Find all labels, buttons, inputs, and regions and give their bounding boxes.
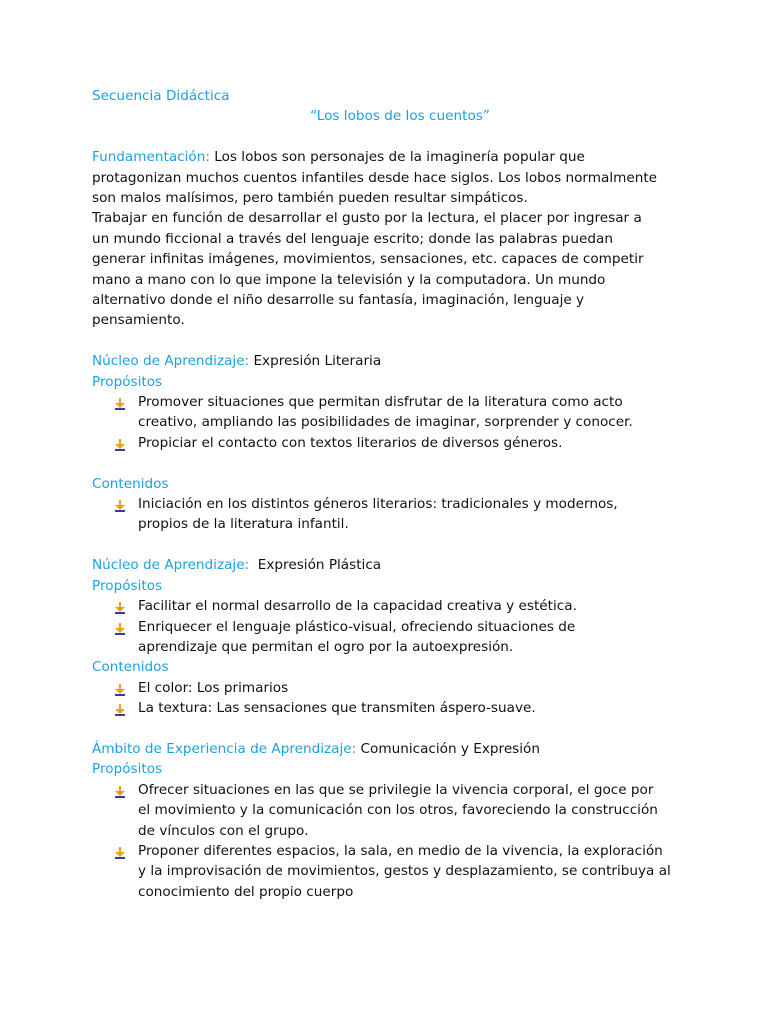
- document-title: Secuencia Didáctica: [92, 88, 230, 104]
- fundamentacion-line: pensamiento.: [92, 312, 185, 329]
- contenidos-label: Contenidos: [92, 659, 169, 676]
- arrow-down-bullet-icon: [114, 600, 126, 612]
- list-item-line: conocimiento del propio cuerpo: [138, 883, 354, 900]
- list-item: [138, 433, 708, 453]
- propositos-list: [92, 596, 708, 657]
- list-item: [138, 841, 708, 902]
- list-item-line: de vínculos con el grupo.: [138, 822, 309, 839]
- fundamentacion-line: [92, 147, 708, 167]
- list-item: [138, 392, 708, 433]
- list-item-line: Promover situaciones que permitan disfrutar de la literatura como acto: [138, 394, 623, 411]
- list-item-line: propios de la literatura infantil.: [138, 516, 349, 533]
- arrow-down-bullet-icon: [114, 396, 126, 408]
- list-item-line: Facilitar el normal desarrollo de la capacidad creativa y estética.: [138, 598, 577, 615]
- fundamentacion-line: generar infinitas imágenes, movimientos, sensaciones, etc. capaces de competir: [92, 251, 644, 268]
- fundamentacion-line: alternativo donde el niño desarrolle su fantasía, imaginación, lenguaje y: [92, 292, 585, 309]
- ambito-heading: [92, 739, 708, 759]
- arrow-down-bullet-icon: [114, 621, 126, 633]
- list-item-line: La textura: Las sensaciones que transmiten áspero-suave.: [138, 700, 536, 717]
- list-item-line: y la improvisación de movimientos, gestos y desplazamiento, se contribuya al: [138, 863, 671, 880]
- arrow-down-bullet-icon: [114, 682, 126, 694]
- fundamentacion-line: son malos malísimos, pero también pueden resultar simpáticos.: [92, 190, 528, 207]
- nucleo-literaria-section: [92, 351, 708, 535]
- list-item: [138, 780, 708, 841]
- list-item-line: El color: Los primarios: [138, 679, 289, 696]
- fundamentacion-section: [92, 147, 708, 331]
- fundamentacion-line: Trabajar en función de desarrollar el gusto por la lectura, el placer por ingresar a: [92, 210, 642, 227]
- list-item-line: creativo, ampliando las posibilidades de imaginar, sorprender y conocer.: [138, 414, 633, 431]
- list-item: [138, 494, 708, 535]
- list-item: [138, 596, 708, 616]
- fundamentacion-label: Fundamentación:: [92, 149, 210, 166]
- propositos-label: Propósitos: [92, 577, 163, 594]
- propositos-label: Propósitos: [92, 373, 163, 390]
- nucleo-label: Núcleo de Aprendizaje:: [92, 353, 250, 370]
- propositos-label: Propósitos: [92, 761, 163, 778]
- list-item: [138, 617, 708, 658]
- contenidos-list: [92, 494, 708, 535]
- fundamentacion-line: mano a mano con lo que impone la televisión y la computadora. Un mundo: [92, 271, 606, 288]
- list-item: [138, 698, 708, 718]
- list-item: [138, 678, 708, 698]
- document-subtitle: “Los lobos de los cuentos”: [310, 108, 490, 125]
- ambito-value: Comunicación y Expresión: [360, 740, 540, 757]
- ambito-label: Ámbito de Experiencia de Aprendizaje:: [92, 740, 357, 757]
- propositos-list: [92, 392, 708, 453]
- arrow-down-bullet-icon: [114, 498, 126, 510]
- nucleo-plastica-section: [92, 555, 708, 718]
- nucleo-heading: [92, 555, 708, 575]
- nucleo-label: Núcleo de Aprendizaje:: [92, 557, 250, 574]
- ambito-section: [92, 739, 708, 902]
- arrow-down-bullet-icon: [114, 784, 126, 796]
- contenidos-list: [92, 678, 708, 719]
- fundamentacion-line: protagonizan muchos cuentos infantiles desde hace siglos. Los lobos normalmente: [92, 169, 658, 186]
- fundamentacion-line: un mundo ficcional a través del lenguaje escrito; donde las palabras puedan: [92, 230, 613, 247]
- list-item-line: el movimiento y la comunicación con los otros, favoreciendo la construcción: [138, 802, 658, 819]
- arrow-down-bullet-icon: [114, 437, 126, 449]
- nucleo-value: Expresión Literaria: [253, 353, 382, 370]
- arrow-down-bullet-icon: [114, 702, 126, 714]
- list-item-line: Propiciar el contacto con textos literarios de diversos géneros.: [138, 434, 563, 451]
- nucleo-heading: [92, 351, 708, 371]
- list-item-line: Ofrecer situaciones en las que se privilegie la vivencia corporal, el goce por: [138, 781, 654, 798]
- list-item-line: Enriquecer el lenguaje plástico-visual, ofreciendo situaciones de: [138, 618, 576, 635]
- list-item-line: aprendizaje que permitan el ogro por la autoexpresión.: [138, 638, 514, 655]
- contenidos-label: Contenidos: [92, 475, 169, 492]
- list-item-line: Iniciación en los distintos géneros literarios: tradicionales y modernos,: [138, 496, 618, 513]
- arrow-down-bullet-icon: [114, 845, 126, 857]
- propositos-list: [92, 780, 708, 902]
- nucleo-value: Expresión Plástica: [257, 557, 382, 574]
- list-item-line: Proponer diferentes espacios, la sala, en medio de la vivencia, la exploración: [138, 842, 663, 859]
- fundamentacion-text: Los lobos son personajes de la imaginería popular que: [214, 149, 585, 166]
